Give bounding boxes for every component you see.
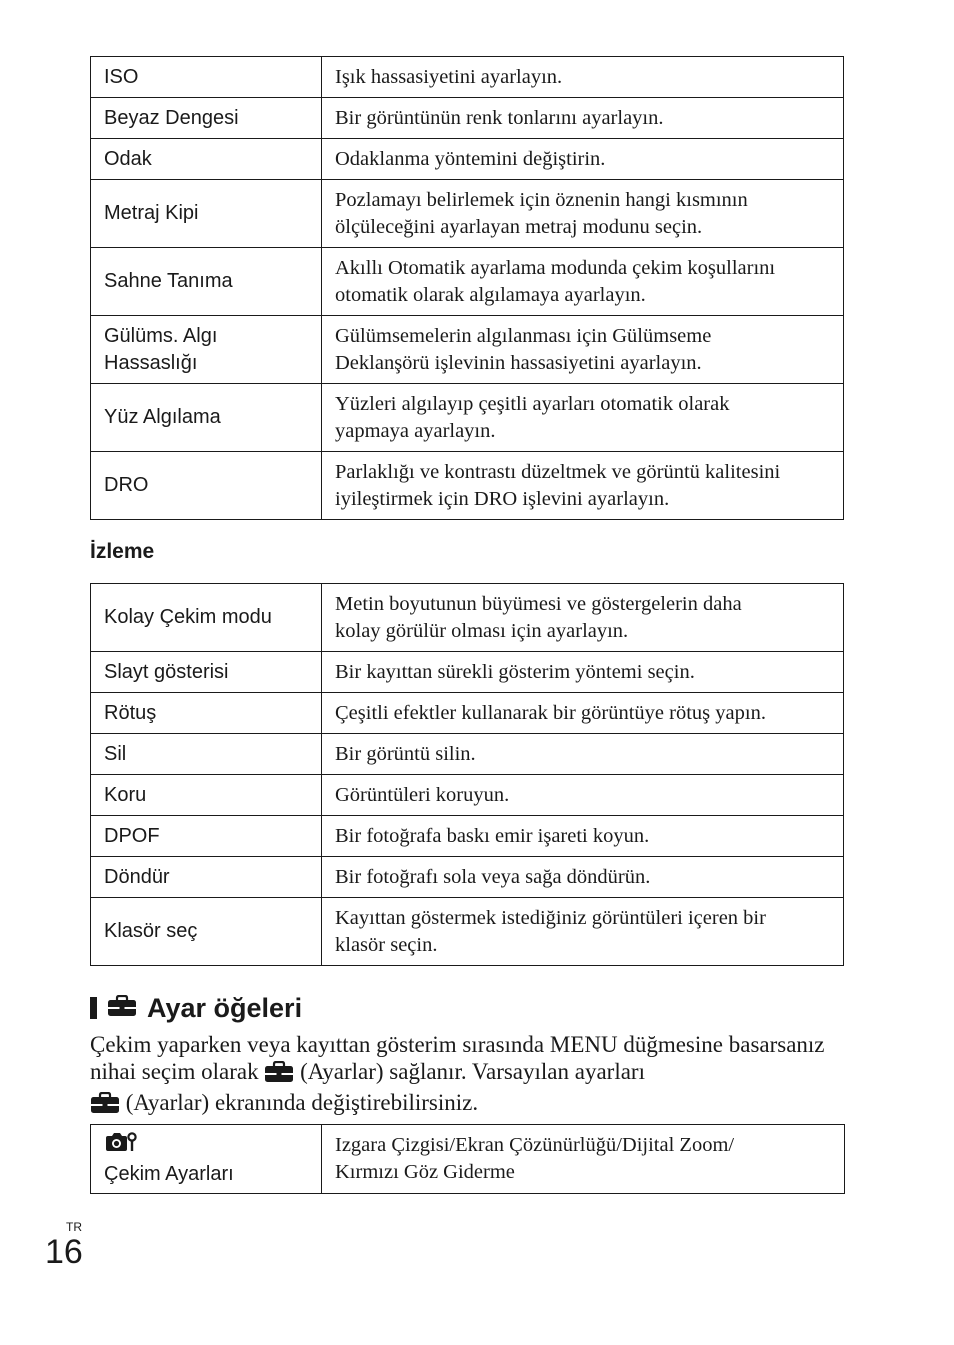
menu-item-description bbox=[322, 384, 844, 452]
description-line: ölçüleceğini ayarlayan metraj modunu seçin. bbox=[335, 215, 703, 238]
camera-settings-icon bbox=[104, 1136, 138, 1158]
menu-item-name: ISO bbox=[91, 57, 322, 98]
description-line: kolay görülür olması için ayarlayın. bbox=[335, 619, 629, 642]
table-row bbox=[91, 452, 844, 520]
toolbox-icon bbox=[264, 1061, 294, 1089]
setup-intro-paragraph bbox=[90, 1031, 850, 1120]
menu-item-description: Bir fotoğrafı sola veya sağa döndürün. bbox=[322, 857, 844, 898]
playback-heading: İzleme bbox=[90, 540, 155, 563]
page-number: 16 bbox=[45, 1233, 83, 1271]
description-line: Metin boyutunun büyümesi ve göstergelerin daha bbox=[335, 592, 742, 615]
section-title: Ayar öğeleri bbox=[147, 992, 303, 1023]
intro-text: (Ayarlar) sağlanır. Varsayılan ayarları bbox=[300, 1059, 645, 1084]
menu-item-name: Döndür bbox=[91, 857, 322, 898]
menu-item-description: Işık hassasiyetini ayarlayın. bbox=[322, 57, 844, 98]
menu-item-description bbox=[322, 180, 844, 248]
menu-item-description: Bir kayıttan sürekli gösterim yöntemi seçin. bbox=[322, 652, 844, 693]
menu-item-name: DPOF bbox=[91, 816, 322, 857]
description-line: Parlaklığı ve kontrastı düzeltmek ve görüntü kalitesini bbox=[335, 460, 781, 483]
menu-item-name: DRO bbox=[91, 452, 322, 520]
table-row bbox=[91, 693, 844, 734]
item-name-line: Hassaslığı bbox=[104, 351, 198, 374]
table-row bbox=[91, 734, 844, 775]
table-row bbox=[91, 584, 844, 652]
page-language-code: TR bbox=[66, 1220, 82, 1234]
shooting-settings-table bbox=[90, 56, 844, 520]
description-line: yapmaya ayarlayın. bbox=[335, 419, 496, 442]
table-row bbox=[91, 98, 844, 139]
table-row bbox=[91, 384, 844, 452]
menu-item-description: Bir görüntünün renk tonlarını ayarlayın. bbox=[322, 98, 844, 139]
menu-item-description: Bir fotoğrafa baskı emir işareti koyun. bbox=[322, 816, 844, 857]
table-row bbox=[91, 1125, 845, 1194]
table-row bbox=[91, 816, 844, 857]
toolbox-icon bbox=[107, 995, 137, 1022]
description-line: klasör seçin. bbox=[335, 933, 438, 956]
table-row bbox=[91, 248, 844, 316]
table-row bbox=[91, 857, 844, 898]
setup-items-table bbox=[90, 1124, 845, 1194]
table-row bbox=[91, 316, 844, 384]
intro-text: Çekim yaparken veya kayıttan gösterim sırasında MENU düğmesine basarsanız nihai seçim olarak bbox=[90, 1032, 825, 1084]
menu-item-name: Yüz Algılama bbox=[91, 384, 322, 452]
item-name-line: Gülüms. Algı bbox=[104, 324, 218, 347]
menu-item-description bbox=[322, 1125, 845, 1194]
description-line: Deklanşörü işlevinin hassasiyetini ayarlayın. bbox=[335, 351, 702, 374]
menu-item-name: Sahne Tanıma bbox=[91, 248, 322, 316]
description-line: Yüzleri algılayıp çeşitli ayarları otomatik olarak bbox=[335, 392, 730, 415]
menu-item-description: Odaklanma yöntemini değiştirin. bbox=[322, 139, 844, 180]
menu-item-description: Görüntüleri koruyun. bbox=[322, 775, 844, 816]
description-line: Izgara Çizgisi/Ekran Çözünürlüğü/Dijital Zoom/ bbox=[335, 1134, 735, 1156]
table-row bbox=[91, 652, 844, 693]
menu-item-name: Metraj Kipi bbox=[91, 180, 322, 248]
menu-item-name: Sil bbox=[91, 734, 322, 775]
playback-settings-table bbox=[90, 583, 844, 966]
description-line: Gülümsemelerin algılanması için Gülümseme bbox=[335, 324, 712, 347]
menu-item-description bbox=[322, 452, 844, 520]
table-row bbox=[91, 775, 844, 816]
description-line: iyileştirmek için DRO işlevini ayarlayın. bbox=[335, 487, 670, 510]
menu-item-name: Koru bbox=[91, 775, 322, 816]
description-line: Akıllı Otomatik ayarlama modunda çekim koşullarını bbox=[335, 256, 776, 279]
menu-item-name: Kolay Çekim modu bbox=[91, 584, 322, 652]
menu-item-name: Odak bbox=[91, 139, 322, 180]
menu-item-description: Çeşitli efektler kullanarak bir görüntüye rötuş yapın. bbox=[322, 693, 844, 734]
menu-item-name: Rötuş bbox=[91, 693, 322, 734]
menu-item-description: Bir görüntü silin. bbox=[322, 734, 844, 775]
menu-item-description bbox=[322, 584, 844, 652]
menu-item-description bbox=[322, 316, 844, 384]
menu-item-name: Slayt gösterisi bbox=[91, 652, 322, 693]
description-line: Pozlamayı belirlemek için öznenin hangi kısmının bbox=[335, 188, 748, 211]
item-name-line: Çekim Ayarları bbox=[104, 1162, 234, 1185]
menu-item-name bbox=[91, 316, 322, 384]
description-line: Kırmızı Göz Giderme bbox=[335, 1161, 515, 1183]
heading-marker-bar bbox=[90, 997, 97, 1019]
table-row bbox=[91, 180, 844, 248]
setup-items-heading bbox=[90, 990, 302, 1026]
menu-item-description bbox=[322, 248, 844, 316]
table-row bbox=[91, 57, 844, 98]
table-row bbox=[91, 898, 844, 966]
menu-item-name: Beyaz Dengesi bbox=[91, 98, 322, 139]
intro-text: (Ayarlar) ekranında değiştirebilirsiniz. bbox=[125, 1090, 479, 1115]
menu-item-name: Klasör seç bbox=[91, 898, 322, 966]
table-row bbox=[91, 139, 844, 180]
toolbox-icon bbox=[90, 1092, 120, 1120]
menu-item-description bbox=[322, 898, 844, 966]
description-line: otomatik olarak algılamaya ayarlayın. bbox=[335, 283, 646, 306]
menu-item-name bbox=[91, 1125, 322, 1194]
description-line: Kayıttan göstermek istediğiniz görüntüleri içeren bir bbox=[335, 906, 766, 929]
